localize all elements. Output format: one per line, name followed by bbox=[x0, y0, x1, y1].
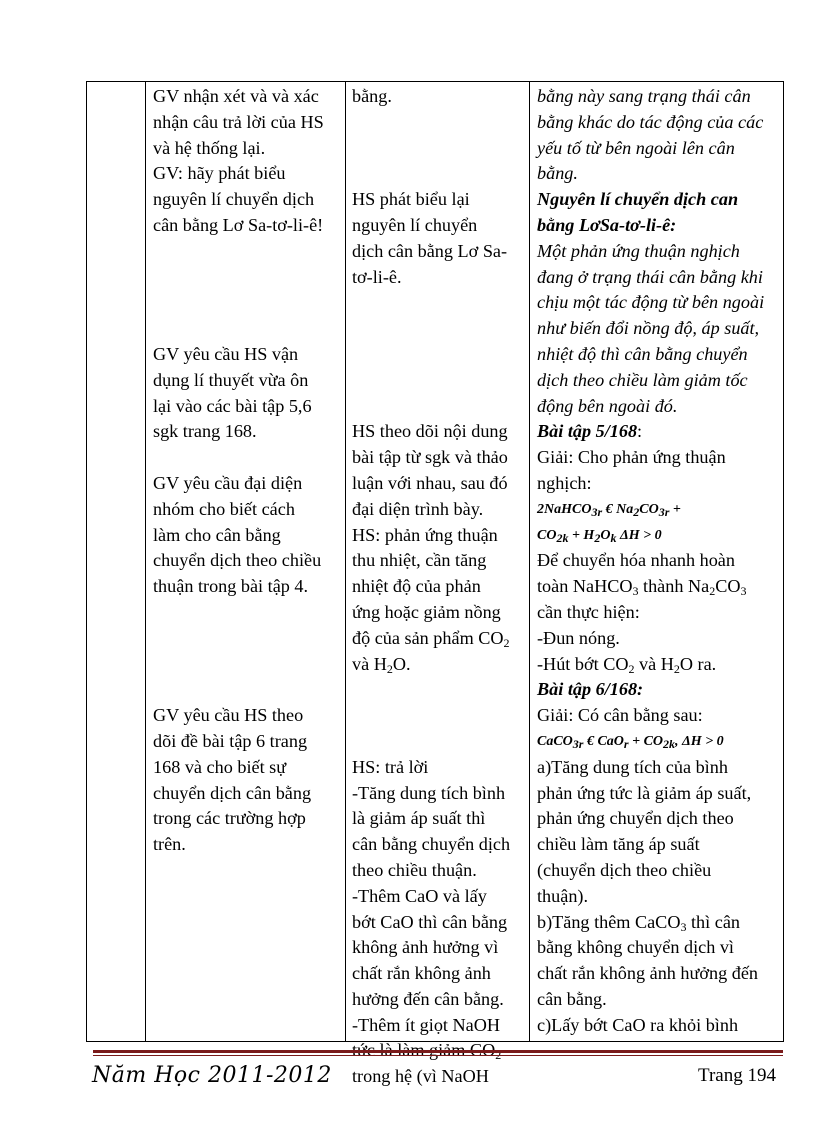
text-line: nhận câu trả lời của HS bbox=[153, 111, 324, 132]
text-span: CO bbox=[639, 501, 659, 517]
text-span: Na bbox=[616, 501, 634, 517]
text-span: và H bbox=[634, 653, 674, 674]
subscript: r bbox=[623, 736, 629, 751]
school-year-label: Năm Học 2011-2012 bbox=[92, 1063, 332, 1088]
subscript: 2 bbox=[673, 661, 680, 676]
blank-line bbox=[352, 394, 524, 420]
blank-line bbox=[153, 626, 343, 652]
subscript: 3 bbox=[632, 584, 639, 599]
text-line: chiều làm tăng áp suất bbox=[537, 834, 700, 855]
teacher-activity-column bbox=[153, 84, 343, 858]
text-line: phản ứng chuyển dịch theo bbox=[537, 808, 734, 829]
text-line: bằng không chuyển dịch vì bbox=[537, 937, 734, 958]
text-line bbox=[537, 574, 779, 600]
text-span: O bbox=[600, 527, 611, 543]
text-line: dịch theo chiều làm giảm tốc bbox=[537, 369, 748, 390]
text-span: : bbox=[637, 421, 643, 442]
subscript: 2 bbox=[503, 635, 510, 650]
subscript: 3 bbox=[680, 919, 687, 934]
subscript: 2 bbox=[386, 661, 393, 676]
blank-line bbox=[153, 600, 343, 626]
text-span: CO bbox=[715, 576, 741, 597]
subscript: 3 bbox=[740, 584, 747, 599]
text-line: -Tăng dung tích bình bbox=[352, 782, 506, 803]
text-span: Bài tập 5/168 bbox=[537, 421, 638, 442]
text-line: HS: trả lời bbox=[352, 756, 429, 777]
text-line: thuận trong bài tập 4. bbox=[153, 576, 309, 597]
exercise-heading: Bài tập 6/168: bbox=[537, 679, 644, 700]
text-line: c)Lấy bớt CaO ra khỏi bình bbox=[537, 1014, 739, 1035]
subscript: k bbox=[610, 530, 617, 545]
text-line: như biến đổi nồng độ, áp suất, bbox=[537, 318, 760, 339]
equation bbox=[537, 497, 779, 523]
text-line: bằng. bbox=[352, 86, 392, 106]
text-span: CO bbox=[537, 527, 557, 543]
blank-line bbox=[352, 290, 524, 393]
text-line: Giải: Có cân bằng sau: bbox=[537, 705, 703, 726]
page-number: Trang 194 bbox=[698, 1065, 776, 1086]
text-line: HS: phản ứng thuận bbox=[352, 524, 498, 545]
blank-line bbox=[153, 239, 343, 265]
text-line: GV yêu cầu HS theo bbox=[153, 705, 304, 726]
table-column-divider-2 bbox=[345, 81, 346, 1042]
text-span: thì cân bbox=[686, 911, 740, 932]
text-line: tơ-li-ê. bbox=[352, 266, 402, 287]
footer-rule-thin bbox=[93, 1055, 783, 1056]
text-line: thuận). bbox=[537, 885, 589, 906]
table-border-right bbox=[783, 81, 784, 1042]
text-span: CaCO bbox=[537, 733, 573, 749]
text-span: thành Na bbox=[638, 576, 710, 597]
text-line: dõi đề bài tập 6 trang bbox=[153, 730, 308, 751]
text-line: a)Tăng dung tích của bình bbox=[537, 756, 728, 777]
text-line: nguyên lí chuyển dịch bbox=[153, 189, 315, 210]
text-span: độ của sản phẩm CO bbox=[352, 627, 504, 648]
text-line bbox=[352, 652, 524, 678]
text-line: bằng khác do tác động của các bbox=[537, 111, 764, 132]
exercise-heading bbox=[537, 419, 779, 445]
text-line: chuyển dịch cân bằng bbox=[153, 782, 312, 803]
text-line: bằng này sang trạng thái cân bbox=[537, 86, 751, 106]
content-column bbox=[537, 84, 779, 1038]
text-line: không ảnh hưởng vì bbox=[352, 937, 499, 958]
text-line: nhóm cho biết cách bbox=[153, 498, 295, 519]
text-line: -Thêm CaO và lấy bbox=[352, 885, 487, 906]
text-line: 168 và cho biết sự bbox=[153, 756, 287, 777]
text-line: HS theo dõi nội dung bbox=[352, 421, 508, 442]
text-line: (chuyển dịch theo chiều bbox=[537, 859, 712, 880]
text-line: GV yêu cầu đại diện bbox=[153, 472, 303, 493]
text-line: Giải: Cho phản ứng thuận bbox=[537, 447, 726, 468]
text-line: nghịch: bbox=[537, 472, 592, 493]
blank-line bbox=[352, 110, 524, 162]
equation bbox=[537, 729, 779, 755]
text-line: yếu tố từ bên ngoài lên cân bbox=[537, 137, 735, 158]
table-column-divider-1 bbox=[145, 81, 146, 1042]
student-activity-column bbox=[352, 84, 524, 1090]
section-heading: bằng LơSa-tơ-li-ê: bbox=[537, 214, 677, 235]
text-line: chất rắn không ảnh bbox=[352, 963, 491, 984]
text-line: -Thêm ít giọt NaOH bbox=[352, 1014, 500, 1035]
text-line: GV yêu cầu HS vận bbox=[153, 343, 299, 364]
subscript: 2 bbox=[594, 530, 601, 545]
blank-line bbox=[153, 652, 343, 678]
text-span: + H bbox=[568, 527, 595, 543]
table-column-divider-3 bbox=[529, 81, 530, 1042]
blank-line bbox=[153, 677, 343, 703]
blank-line bbox=[153, 290, 343, 316]
text-line: dịch cân bằng Lơ Sa- bbox=[352, 240, 508, 261]
subscript: 2k bbox=[663, 736, 676, 751]
subscript: 2k bbox=[556, 530, 569, 545]
table-border-left bbox=[86, 81, 87, 1042]
text-line: đại diện trình bày. bbox=[352, 498, 484, 519]
text-line: là giảm áp suất thì bbox=[352, 808, 486, 829]
text-line: Để chuyển hóa nhanh hoàn bbox=[537, 550, 735, 571]
subscript: 2 bbox=[633, 504, 640, 519]
text-line: cần thực hiện: bbox=[537, 601, 640, 622]
text-line: trong hệ (vì NaOH bbox=[352, 1066, 489, 1087]
text-line: trong các trường hợp bbox=[153, 808, 306, 829]
text-span: € bbox=[602, 501, 617, 517]
text-span: , ΔH > 0 bbox=[675, 733, 724, 749]
text-line: và hệ thống lại. bbox=[153, 137, 266, 158]
text-line: luận với nhau, sau đó bbox=[352, 472, 508, 493]
text-line: nhiệt độ của phản bbox=[352, 576, 481, 597]
text-line bbox=[537, 910, 779, 936]
text-line: đang ở trạng thái cân bằng khi bbox=[537, 266, 763, 287]
text-line: làm cho cân bằng bbox=[153, 524, 281, 545]
text-line: Một phản ứng thuận nghịch bbox=[537, 240, 740, 261]
footer-rule-thick bbox=[93, 1050, 783, 1053]
text-span: toàn NaHCO bbox=[537, 576, 633, 597]
text-line: phản ứng tức là giảm áp suất, bbox=[537, 782, 752, 803]
blank-line bbox=[352, 677, 524, 729]
blank-line bbox=[352, 729, 524, 755]
text-line: chuyển dịch theo chiều bbox=[153, 550, 322, 571]
text-line: sgk trang 168. bbox=[153, 421, 257, 442]
table-border-top bbox=[86, 81, 784, 82]
text-line: -Đun nóng. bbox=[537, 627, 620, 648]
text-line: động bên ngoài đó. bbox=[537, 395, 678, 416]
text-line: lại vào các bài tập 5,6 bbox=[153, 395, 312, 416]
text-line: cân bằng chuyển dịch bbox=[352, 834, 511, 855]
text-line: GV nhận xét và và xác bbox=[153, 86, 319, 106]
subscript: 2 bbox=[628, 661, 635, 676]
text-span: b)Tăng thêm CaCO bbox=[537, 911, 681, 932]
subscript: 3r bbox=[591, 504, 603, 519]
text-span: + bbox=[669, 501, 681, 517]
text-line: thu nhiệt, cần tăng bbox=[352, 550, 487, 571]
text-line: dụng lí thuyết vừa ôn bbox=[153, 369, 309, 390]
text-span: O. bbox=[392, 653, 411, 674]
text-line: theo chiều thuận. bbox=[352, 859, 477, 880]
text-line bbox=[537, 652, 779, 678]
text-line: trên. bbox=[153, 834, 186, 855]
text-span: ΔH > 0 bbox=[616, 527, 662, 543]
text-span: -Hút bớt CO bbox=[537, 653, 629, 674]
text-line: bớt CaO thì cân bằng bbox=[352, 911, 508, 932]
text-line: cân bằng. bbox=[537, 988, 607, 1009]
blank-line bbox=[153, 445, 343, 471]
text-line bbox=[352, 626, 524, 652]
text-line: GV: hãy phát biểu bbox=[153, 163, 286, 184]
text-line: bằng. bbox=[537, 163, 578, 184]
subscript: 3r bbox=[658, 504, 670, 519]
text-line: ứng hoặc giảm nồng bbox=[352, 601, 501, 622]
text-span: 2NaHCO bbox=[537, 501, 592, 517]
section-heading: Nguyên lí chuyển dịch can bbox=[537, 189, 739, 210]
subscript: 2 bbox=[709, 584, 716, 599]
text-line: hưởng đến cân bằng. bbox=[352, 988, 504, 1009]
text-line: bài tập từ sgk và thảo bbox=[352, 447, 508, 468]
blank-line bbox=[153, 265, 343, 291]
text-line: HS phát biểu lại bbox=[352, 189, 470, 210]
text-span: € CaO bbox=[583, 733, 624, 749]
blank-line bbox=[352, 161, 524, 187]
text-line: nhiệt độ thì cân bằng chuyển bbox=[537, 343, 748, 364]
text-line: chất rắn không ảnh hưởng đến bbox=[537, 963, 758, 984]
text-span: O ra. bbox=[679, 653, 717, 674]
blank-line bbox=[153, 316, 343, 342]
text-span: và H bbox=[352, 653, 387, 674]
equation bbox=[537, 523, 779, 549]
text-line: chịu một tác động từ bên ngoài bbox=[537, 292, 765, 313]
text-line: nguyên lí chuyển bbox=[352, 214, 478, 235]
text-line: cân bằng Lơ Sa-tơ-li-ê! bbox=[153, 214, 324, 235]
subscript: 3r bbox=[572, 736, 584, 751]
text-span: + CO bbox=[628, 733, 664, 749]
